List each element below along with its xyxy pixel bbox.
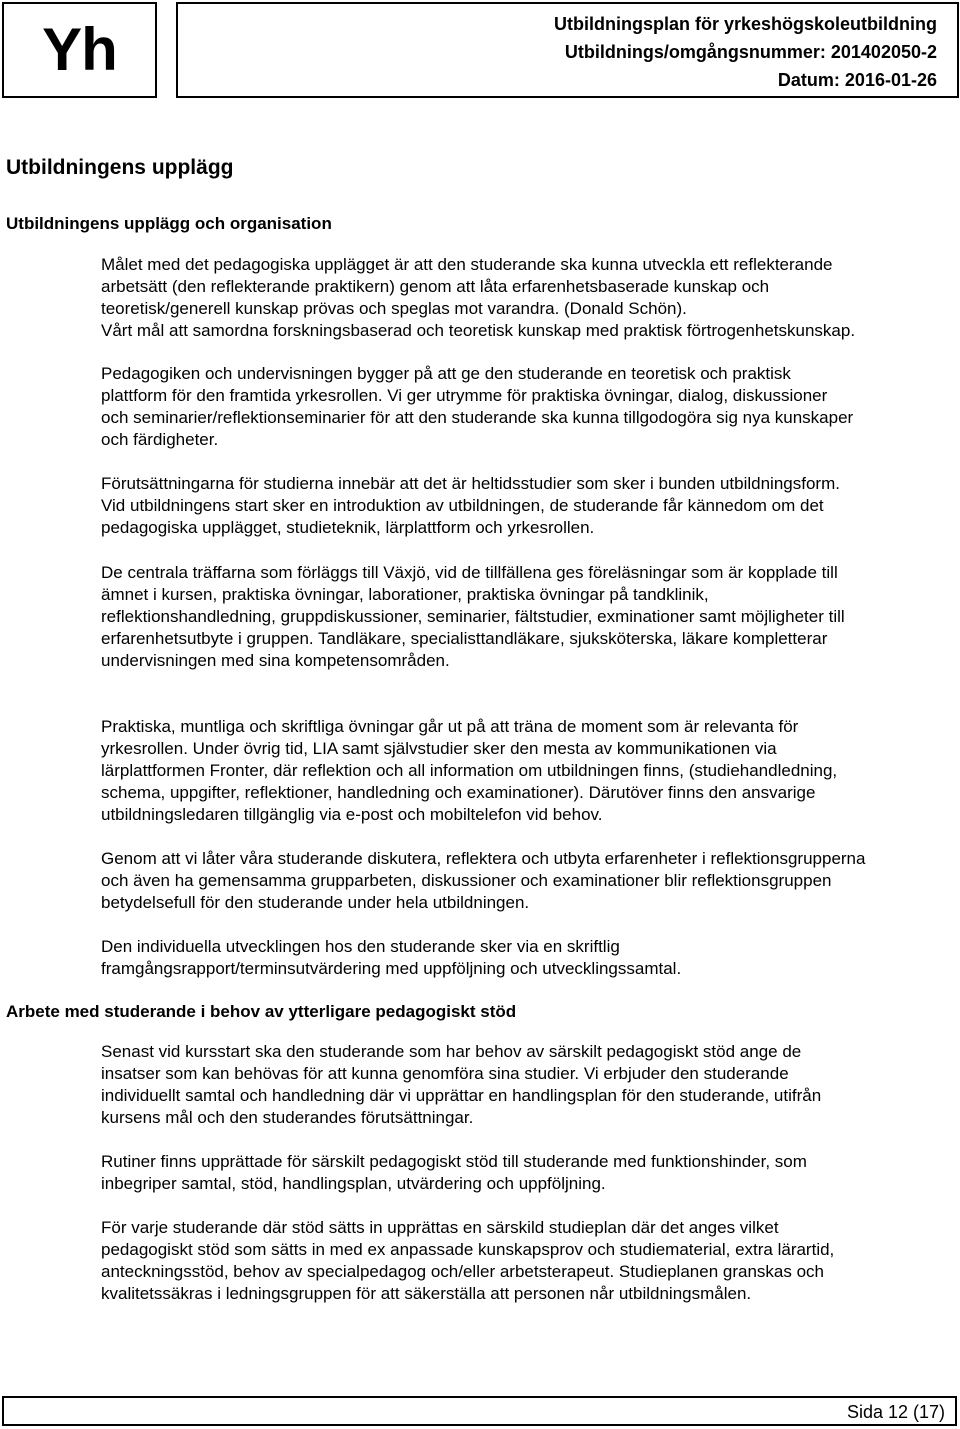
text-line: Förutsättningarna för studierna innebär att det är heltidsstudier som sker i bunden utbildningsform. [101, 474, 840, 493]
text-line: yrkesrollen. Under övrig tid, LIA samt självstudier sker den mesta av kommunikationen via [101, 739, 777, 758]
text-line: Praktiska, muntliga och skriftliga övningar går ut på att träna de moment som är relevanta för [101, 717, 799, 736]
paragraph [101, 1217, 959, 1305]
text-line: Vårt mål att samordna forskningsbaserad och teoretisk kunskap med praktisk förtrogenhetskunskap. [101, 321, 856, 340]
page-footer [2, 1396, 957, 1426]
header-title: Utbildningsplan för yrkeshögskoleutbildning [553, 14, 937, 34]
text-line: anteckningsstöd, behov av specialpedagog och/eller arbetsterapeut. Studieplanen granskas och [101, 1262, 824, 1281]
text-line: Rutiner finns upprättade för särskilt pedagogiskt stöd till studerande med funktionshinder, som [101, 1152, 807, 1171]
text-line: kursens mål och den studerandes förutsättningar. [101, 1108, 474, 1127]
text-line: utbildningsledaren tillgänglig via e-post och mobiltelefon vid behov. [101, 805, 603, 824]
text-line: Den individuella utvecklingen hos den studerande sker via en skriftlig [101, 937, 620, 956]
text-line: reflektionshandledning, gruppdiskussioner, seminarier, fältstudier, exminationer samt möjligheter till [101, 607, 845, 626]
text-line: kvalitetssäkras i ledningsgruppen för att säkerställa att personen når utbildningsmålen. [101, 1284, 752, 1303]
paragraph [101, 562, 959, 672]
text-line: plattform för den framtida yrkesrollen. Vi ger utrymme för praktiska övningar, dialog, diskussioner [101, 386, 828, 405]
text-line: inbegriper samtal, stöd, handlingsplan, utvärdering och uppföljning. [101, 1174, 606, 1193]
text-line: arbetsätt (den reflekterande praktikern) genom att låta erfarenhetsbaserade kunskap och [101, 277, 770, 296]
text-line: och även ha gemensamma grupparbeten, diskussioner och examinationer blir reflektionsgruppen [101, 871, 832, 890]
text-line: erfarenhetsutbyte i gruppen. Tandläkare, specialisttandläkare, sjuksköterska, läkare kompletterar [101, 629, 828, 648]
page-number: Sida 12 (17) [846, 1402, 945, 1422]
text-line: undervisningen med sina kompetensområden. [101, 651, 450, 670]
text-line: pedagogiska upplägget, studieteknik, lärplattform och yrkesrollen. [101, 518, 595, 537]
yh-logo: Yh [42, 16, 117, 83]
text-line: Genom att vi låter våra studerande diskutera, reflektera och utbyta erfarenheter i reflektionsgrupperna [101, 849, 866, 868]
paragraph [101, 363, 959, 451]
text-line: De centrala träffarna som förläggs till Växjö, vid de tillfällena ges föreläsningar som är kopplade till [101, 563, 838, 582]
text-line: individuellt samtal och handledning där vi upprättar en handlingsplan för den studerande, utifrån [101, 1086, 822, 1105]
text-line: pedagogiskt stöd som sätts in med ex anpassade kunskapsprov och studiematerial, extra lärartid, [101, 1240, 835, 1259]
text-line: schema, uppgifter, reflektioner, handledning och examinationer). Därutöver finns den ansvarige [101, 783, 816, 802]
text-line: Målet med det pedagogiska upplägget är att den studerande ska kunna utveckla ett reflekterande [101, 255, 833, 274]
header-date: Datum: 2016-01-26 [777, 70, 937, 90]
paragraph [101, 1151, 959, 1195]
text-line: lärplattformen Fronter, där reflektion och all information om utbildningen finns, (studiehandledning, [101, 761, 838, 780]
text-line: För varje studerande där stöd sätts in upprättas en särskild studieplan där det anges vilket [101, 1218, 779, 1237]
paragraph [101, 473, 959, 539]
subheading-organisation: Utbildningens upplägg och organisation [6, 214, 332, 233]
logo-box [2, 2, 157, 98]
text-line: Vid utbildningens start sker en introduktion av utbildningen, de studerande får kännedom om det [101, 496, 824, 515]
text-line: insatser som kan behövas för att kunna genomföra sina studier. Vi erbjuder den studerande [101, 1064, 789, 1083]
text-line: framgångsrapport/terminsutvärdering med uppföljning och utvecklingssamtal. [101, 959, 682, 978]
text-line: och seminarier/reflektionseminarier för att den studerande ska kunna tillgodogöra sig nya kunskaper [101, 408, 854, 427]
subheading-pedagogical-support: Arbete med studerande i behov av ytterligare pedagogiskt stöd [6, 1002, 517, 1021]
paragraph [101, 848, 959, 914]
paragraph [101, 716, 959, 826]
section-title: Utbildningens upplägg [6, 156, 234, 179]
header-program-number: Utbildnings/omgångsnummer: 201402050-2 [564, 42, 937, 62]
paragraph [101, 254, 959, 342]
text-line: Pedagogiken och undervisningen bygger på att ge den studerande en teoretisk och praktisk [101, 364, 791, 383]
text-line: ämnet i kursen, praktiska övningar, laborationer, praktiska övningar på tandklinik, [101, 585, 709, 604]
text-line: Senast vid kursstart ska den studerande som har behov av särskilt pedagogiskt stöd ange de [101, 1042, 802, 1061]
text-line: teoretisk/generell kunskap prövas och speglas mot varandra. (Donald Schön). [101, 299, 687, 318]
paragraph [101, 1041, 959, 1129]
text-line: och färdigheter. [101, 430, 219, 449]
text-line: betydelsefull för den studerande under hela utbildningen. [101, 893, 530, 912]
document-header [176, 2, 959, 98]
paragraph [101, 936, 959, 980]
